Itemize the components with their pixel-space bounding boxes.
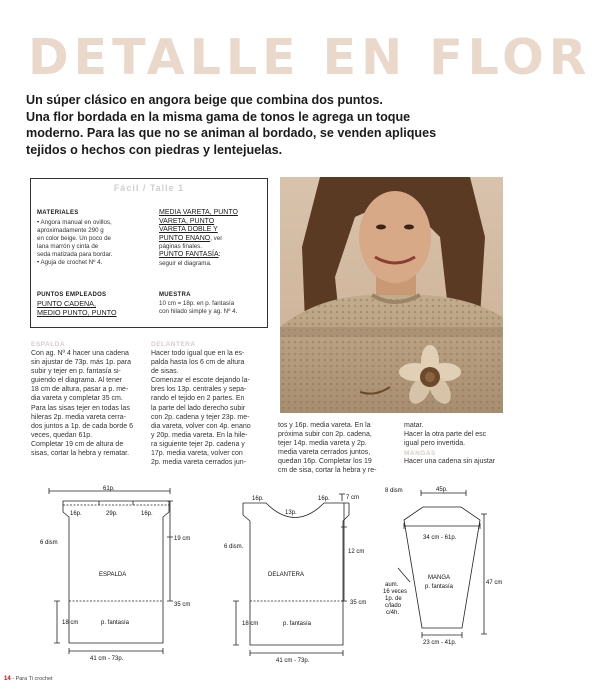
text-line: próxima subir con 2p. cadena,	[278, 431, 372, 439]
espalda-left-dism: 6 dism	[40, 540, 58, 546]
publication-name: - Para Ti crochet	[12, 676, 53, 682]
text-line: 17p. media vareta, volver con	[151, 450, 243, 458]
mangas-column	[404, 421, 503, 466]
punto-link: MEDIA VARETA, PUNTO	[159, 209, 238, 216]
materiales-line: seda matizada para bordar.	[37, 251, 113, 258]
text-line: 18 cm de altura, pasar a p. me-	[31, 386, 129, 394]
text-line: bres los 13p. centrales y sepa-	[151, 386, 247, 394]
delantera-seg-right: 16p.	[318, 496, 330, 502]
punto-note: páginas finales.	[159, 243, 202, 250]
text-line: dia vareta y completar 35 cm.	[31, 395, 123, 403]
espalda-bottom: 41 cm - 73p.	[90, 656, 124, 662]
espalda-seg-right: 16p.	[141, 511, 153, 517]
text-line: de sisas.	[151, 368, 179, 376]
delantera-right-h3: 35 cm	[350, 600, 367, 606]
text-line: sisas, cortar la hebra y rematar.	[31, 450, 130, 458]
delantera-neck: 13p.	[285, 510, 297, 516]
svg-text:c/4h.: c/4h.	[386, 610, 400, 616]
muestra-text	[159, 300, 237, 316]
materiales-label: MATERIALES	[37, 210, 79, 216]
materiales-line: • Angora manual en ovillos,	[37, 219, 112, 226]
manga-diagram	[398, 490, 487, 638]
text-line: Completar 19 cm de altura de	[31, 440, 124, 448]
delantera-column	[151, 341, 251, 467]
page-title: DETALLE EN FLOR	[28, 29, 592, 86]
espalda-top-width: 61p.	[103, 486, 115, 492]
punto-fantasia-desc: seguir el diagrama.	[159, 259, 212, 267]
materiales-list	[37, 219, 152, 267]
text-line: ra siguiente tejer 2p. cadena y	[151, 440, 245, 448]
intro-line: Una flor bordada en la misma gama de tonos le agrega un toque	[26, 109, 411, 124]
espalda-stitch: p. fantasía	[101, 620, 130, 626]
delantera-right-h2: 12 cm	[348, 549, 365, 555]
espalda-column	[31, 341, 133, 458]
punto-fantasia-colon: :	[218, 251, 221, 258]
puntos-empleados	[37, 300, 117, 317]
page-footer	[4, 676, 53, 682]
delantera-left-h4: 18 cm	[242, 621, 259, 627]
delantera-bottom: 41 cm - 73p.	[276, 658, 310, 664]
manga-top: 45p.	[436, 487, 448, 493]
intro-text	[26, 92, 500, 158]
text-line: sin ajustar de 73p. más 1p. para	[31, 359, 132, 367]
text-line: Hacer todo igual que en la es-	[151, 350, 245, 357]
text-line: Para las sisas tejer en todas las	[31, 404, 130, 412]
delantera-left-dism: 6 dism.	[224, 544, 244, 550]
punto-link: MEDIO PUNTO, PUNTO	[37, 307, 117, 317]
materiales-line: aproximadamente 290 g	[37, 227, 104, 234]
text-line: guiendo el diagrama. Al tener	[31, 377, 123, 385]
punto-note: , ver	[210, 234, 223, 242]
muestra-line: 10 cm = 18p. en p. fantasía	[159, 300, 235, 307]
puntos-empleados-label: PUNTOS EMPLEADOS	[37, 292, 107, 298]
punto-link: VARETA DOBLE Y	[159, 226, 218, 233]
text-line: hileras 2p. media vareta cerra-	[31, 413, 126, 421]
materiales-line: en color beige. Un poco de	[37, 235, 111, 242]
text-line: subir y tejer en p. fantasía si-	[31, 368, 121, 376]
text-line: palda hasta los 6 cm de altura	[151, 359, 245, 367]
espalda-name: ESPALDA	[99, 572, 127, 578]
pattern-diagrams	[0, 484, 503, 676]
delantera-right-h1: 7 cm	[346, 495, 360, 501]
manga-stitch: p. fantasía	[425, 584, 454, 590]
espalda-right-h2: 35 cm	[174, 602, 191, 608]
svg-text:aum.: aum.	[385, 582, 399, 588]
text-line: tejer 14p. media vareta y 2p.	[278, 440, 367, 448]
intro-line: tejidos o hechos con piedras y lentejuelas.	[26, 142, 283, 157]
text-line: tos y 16p. media vareta. En la	[278, 422, 371, 429]
punto-link: PUNTO ENANO	[159, 234, 211, 242]
espalda-seg-mid: 29p.	[106, 511, 118, 517]
text-line: Hacer una cadena sin ajustar	[404, 458, 496, 466]
punto-fantasia: PUNTO FANTASÍA	[159, 251, 219, 258]
manga-left-dism: 8 dism	[385, 488, 403, 494]
delantera-stitch: p. fantasía	[283, 621, 312, 627]
espalda-seg-left: 16p.	[70, 511, 82, 517]
difficulty-header: Fácil / Talle 1	[113, 183, 185, 193]
text-line: igual pero invertida.	[404, 440, 466, 448]
punto-link: PUNTO CADENA,	[37, 299, 96, 308]
svg-text:1p. de: 1p. de	[385, 596, 402, 602]
page-number: 14	[4, 676, 11, 682]
manga-top-width: 34 cm - 61p.	[423, 535, 457, 541]
text-line: la parte del lado derecho subir	[151, 404, 246, 412]
delantera-name: DELANTERA	[268, 572, 305, 578]
manga-bottom: 23 cm - 41p.	[423, 640, 457, 646]
muestra-label: MUESTRA	[159, 292, 191, 298]
text-line: cm de sisa, cortar la hebra y re-	[278, 467, 377, 475]
punto-link: VARETA, PUNTO	[159, 217, 215, 225]
intro-line: moderno. Para las que no se animan al bordado, se venden apliques	[26, 126, 437, 140]
materiales-line: lana marrón y cinta de	[37, 243, 99, 250]
svg-text:c/lado: c/lado	[385, 603, 402, 609]
text-line: veces, quedan 61p.	[31, 431, 93, 439]
espalda-left-h3: 18 cm	[62, 620, 79, 626]
espalda-heading: ESPALDA	[31, 341, 66, 348]
text-line: y 20p. media vareta. En la hile-	[151, 431, 248, 439]
delantera-heading: DELANTERA	[151, 341, 196, 348]
text-line: Comenzar el escote dejando la-	[151, 377, 250, 385]
materiales-line: • Aguja de crochet Nº 4.	[37, 259, 103, 266]
delantera-seg-left: 16p.	[252, 496, 264, 502]
text-line: quedan 16p. Completar los 19	[278, 458, 372, 466]
espalda-right-h1: 19 cm	[174, 536, 191, 542]
text-line: matar.	[404, 422, 424, 429]
continued-column	[278, 421, 376, 476]
intro-line: Un súper clásico en angora beige que combina dos puntos.	[26, 93, 383, 107]
model-photo	[280, 177, 503, 413]
text-line: rando el tejido en 2 partes. En	[151, 395, 245, 403]
mangas-heading: MANGAS	[404, 450, 436, 458]
manga-aum-note	[383, 582, 407, 616]
puntos-right	[159, 209, 269, 268]
model-photo-image	[280, 177, 503, 413]
manga-right-h: 47 cm	[486, 580, 503, 586]
muestra-line: con hilado simple y ag. Nº 4.	[159, 308, 238, 315]
text-line: dos juntos a 1p. de cada borde 6	[31, 422, 133, 430]
text-line: Con ag. Nº 4 hacer una cadena	[31, 350, 129, 357]
svg-text:16 veces: 16 veces	[383, 589, 408, 595]
text-line: Hacer la otra parte del esc	[404, 431, 487, 439]
manga-name: MANGA	[428, 575, 451, 581]
text-line: 2p. media vareta cerrados jun-	[151, 459, 246, 467]
text-line: con 2p. cadena y tejer 23p. me-	[151, 413, 250, 421]
info-box	[30, 178, 268, 328]
text-line: media vareta cerrados juntos,	[278, 449, 371, 457]
text-line: dia vareta, volver con 4p. enano	[151, 422, 251, 430]
